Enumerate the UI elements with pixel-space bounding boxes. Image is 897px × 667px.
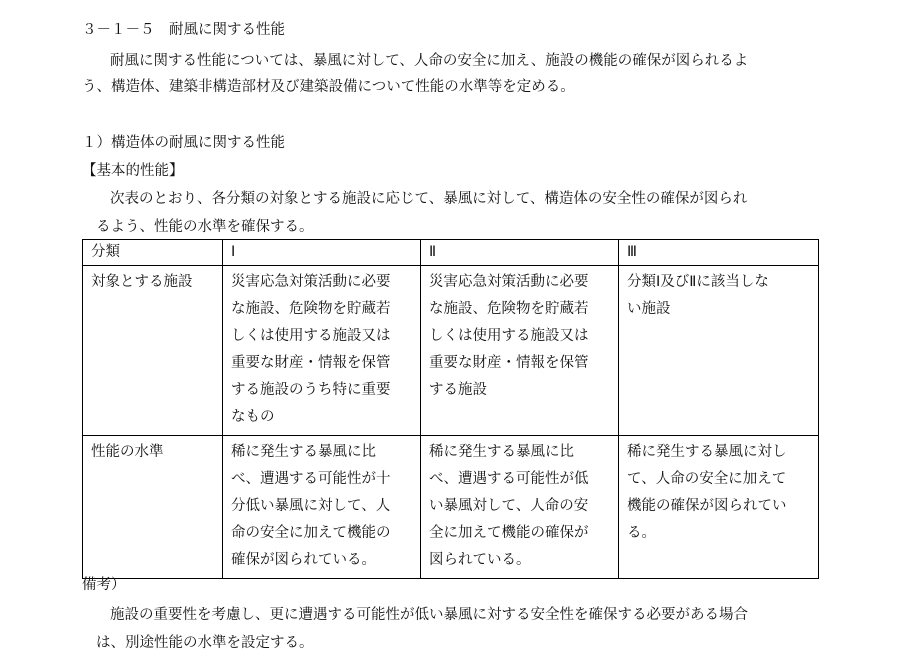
header-class-1: Ⅰ (223, 240, 421, 266)
cell-level-class-3: 稀に発生する暴風に対し て、人命の安全に加えて 機能の確保が図られてい る。 (619, 436, 819, 579)
basic-performance-line-1: 次表のとおり、各分類の対象とする施設に応じて、暴風に対して、構造体の安全性の確保が図られ (110, 191, 748, 207)
table-row-performance-level (83, 436, 819, 579)
basic-performance-heading: 【基本的性能】 (82, 163, 184, 179)
row-label-target-facilities: 対象とする施設 (83, 266, 223, 436)
header-class-3: Ⅲ (619, 240, 819, 266)
intro-paragraph-line-1: 耐風に関する性能については、暴風に対して、人命の安全に加え、施設の機能の確保が図られるよ (110, 53, 749, 69)
cell-target-class-1: 災害応急対策活動に必要 な施設、危険物を貯蔵若 しくは使用する施設又は 重要な財産・情報を保管 する施設のうち特に重要 なもの (223, 266, 421, 436)
intro-paragraph-line-2: う、構造体、建築非構造部材及び建築設備について性能の水準等を定める。 (82, 79, 575, 95)
performance-table (82, 239, 819, 579)
basic-performance-line-2: るよう、性能の水準を確保する。 (96, 219, 314, 235)
notes-heading: 備考） (82, 577, 126, 593)
header-class-2: Ⅱ (421, 240, 619, 266)
cell-level-class-2: 稀に発生する暴風に比 べ、遭遇する可能性が低 い暴風対して、人命の安 全に加えて機能の確保が 図られている。 (421, 436, 619, 579)
header-classification: 分類 (83, 240, 223, 266)
notes-line-2: は、別途性能の水準を設定する。 (96, 635, 314, 651)
section-title: ３－１－５ 耐風に関する性能 (82, 22, 285, 38)
cell-level-class-1: 稀に発生する暴風に比 べ、遭遇する可能性が十 分低い暴風に対して、人 命の安全に加えて機能の 確保が図られている。 (223, 436, 421, 579)
cell-target-class-3: 分類Ⅰ及びⅡに該当しな い施設 (619, 266, 819, 436)
table-header-row (83, 240, 819, 266)
cell-target-class-2: 災害応急対策活動に必要 な施設、危険物を貯蔵若 しくは使用する施設又は 重要な財産・情報を保管 する施設 (421, 266, 619, 436)
subsection-title: １）構造体の耐風に関する性能 (82, 135, 285, 151)
row-label-performance-level: 性能の水準 (83, 436, 223, 579)
table-row-target-facilities (83, 266, 819, 436)
notes-line-1: 施設の重要性を考慮し、更に遭遇する可能性が低い暴風に対する安全性を確保する必要がある場合 (110, 607, 748, 623)
